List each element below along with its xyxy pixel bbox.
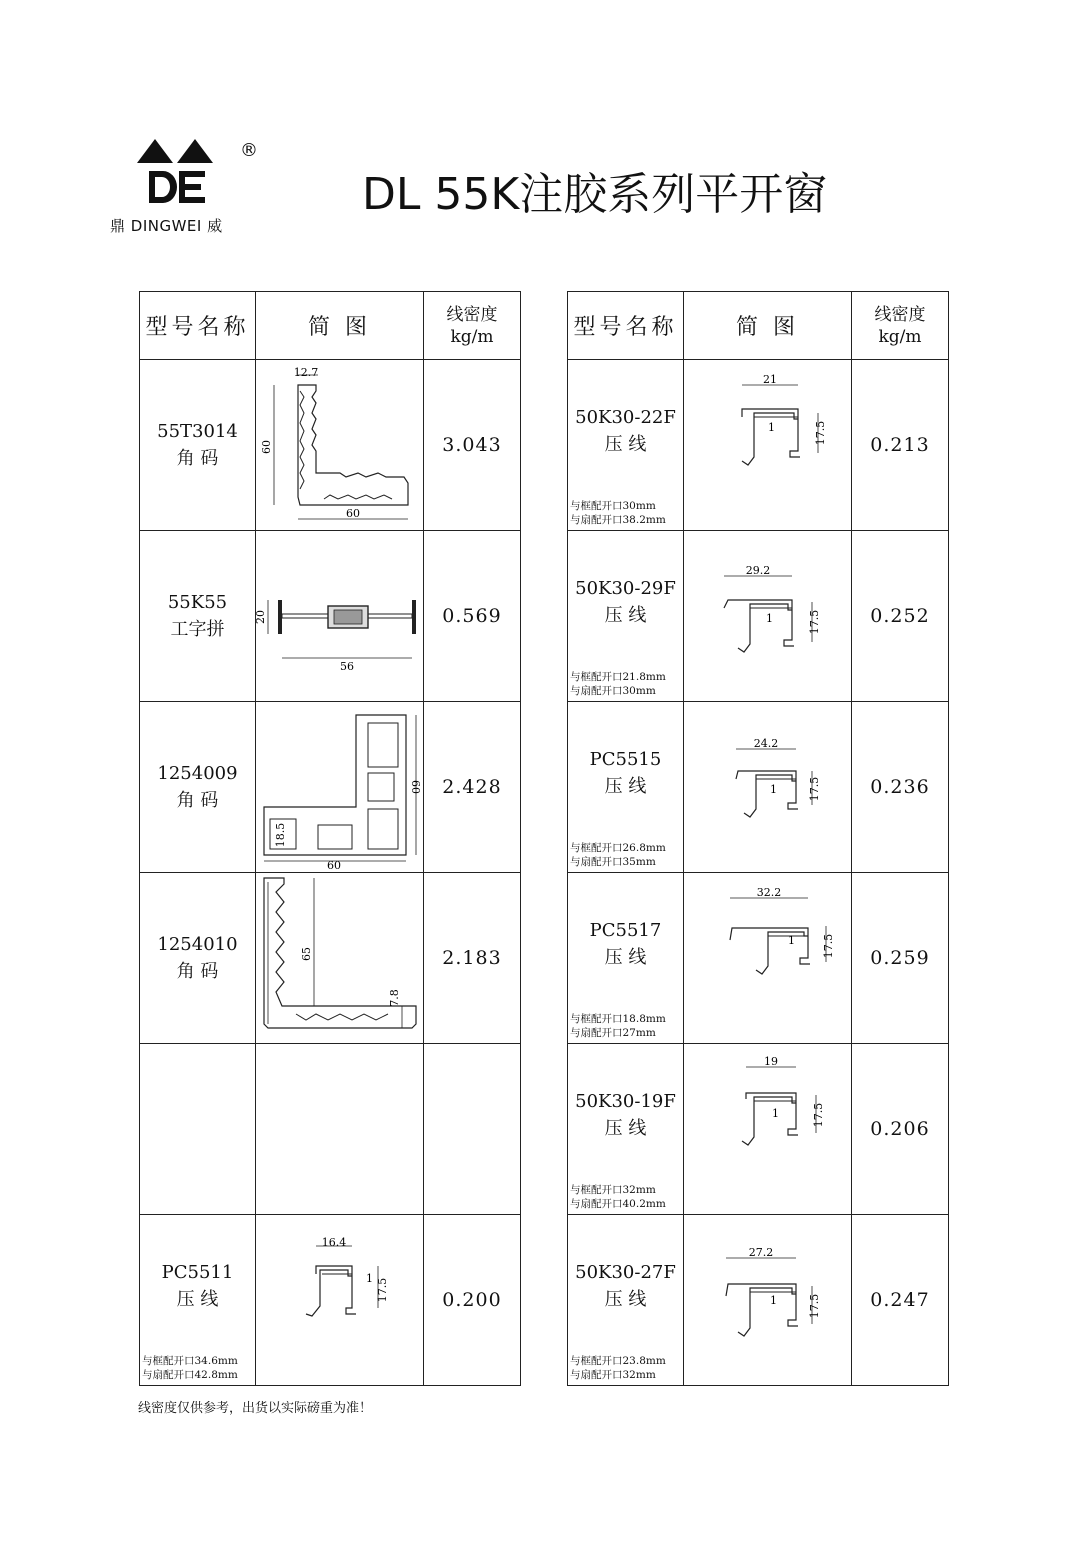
svg-text:19: 19 xyxy=(764,1055,778,1068)
dim-width: 12.7 xyxy=(293,366,319,379)
opening-note: 与框配开口26.8mm 与扇配开口35mm xyxy=(570,842,666,868)
svg-text:21: 21 xyxy=(763,373,777,386)
svg-text:17.5: 17.5 xyxy=(808,609,821,635)
profile-1254010-diagram xyxy=(256,874,424,1042)
model-code: PC5515 xyxy=(589,749,662,771)
model-cell xyxy=(140,531,256,702)
header-diagram: 简 图 xyxy=(684,292,852,360)
weight-cell: 2.428 xyxy=(424,702,521,873)
model-cell xyxy=(140,1044,256,1215)
dim-height: 20 xyxy=(254,610,267,624)
table-header-row xyxy=(140,292,521,360)
weight-cell: 0.206 xyxy=(852,1044,949,1215)
table-row xyxy=(568,702,949,873)
model-cell xyxy=(140,702,256,873)
model-cell xyxy=(568,1044,684,1215)
weight-cell: 0.213 xyxy=(852,360,949,531)
model-code: 55T3014 xyxy=(157,421,238,442)
model-cell xyxy=(568,873,684,1044)
dim-small: 7.8 xyxy=(388,989,401,1007)
opening-note: 与框配开口18.8mm 与扇配开口27mm xyxy=(570,1013,666,1039)
footer-note: 线密度仅供参考，出货以实际磅重为准！ xyxy=(138,1401,373,1416)
profile-PC5517-diagram xyxy=(684,874,852,1042)
svg-text:1: 1 xyxy=(772,1107,779,1120)
weight-cell: 3.043 xyxy=(424,360,521,531)
weight-cell xyxy=(424,1044,521,1215)
model-type: 压 线 xyxy=(176,1289,219,1311)
model-code: PC5511 xyxy=(161,1262,234,1284)
header-density: 线密度 kg/m xyxy=(852,292,949,360)
model-cell xyxy=(568,1215,684,1386)
dim-inner: 18.5 xyxy=(274,822,287,848)
table-row xyxy=(568,1215,949,1386)
svg-text:17.5: 17.5 xyxy=(822,933,835,959)
model-type: 角 码 xyxy=(176,790,219,811)
opening-note: 与框配开口21.8mm 与扇配开口30mm xyxy=(570,671,666,697)
diagram-cell xyxy=(684,531,852,702)
table-row xyxy=(140,360,521,531)
model-code: 1254009 xyxy=(157,763,238,784)
weight-cell: 0.252 xyxy=(852,531,949,702)
model-code: 50K30-19F xyxy=(575,1091,676,1113)
opening-note: 与框配开口23.8mm 与扇配开口32mm xyxy=(570,1355,666,1381)
model-cell xyxy=(568,531,684,702)
page-title: DL 55K注胶系列平开窗 xyxy=(362,169,828,220)
model-type: 压 线 xyxy=(604,434,647,456)
diagram-cell xyxy=(256,1215,424,1386)
svg-text:17.5: 17.5 xyxy=(808,776,821,802)
diagram-cell xyxy=(684,1044,852,1215)
diagram-cell xyxy=(256,360,424,531)
model-type: 压 线 xyxy=(604,1118,647,1140)
profile-PC5515-diagram xyxy=(684,703,852,871)
svg-text:17.5: 17.5 xyxy=(814,420,827,446)
model-type: 角 码 xyxy=(176,448,219,469)
table-row xyxy=(568,531,949,702)
diagram-cell xyxy=(684,873,852,1044)
diagram-cell xyxy=(684,360,852,531)
diagram-cell xyxy=(684,702,852,873)
diagram-cell xyxy=(256,702,424,873)
weight-cell: 0.569 xyxy=(424,531,521,702)
weight-cell: 0.200 xyxy=(424,1215,521,1386)
profile-50K30-19F-diagram xyxy=(684,1045,852,1213)
svg-text:24.2: 24.2 xyxy=(753,737,779,750)
model-cell xyxy=(568,360,684,531)
svg-text:1: 1 xyxy=(766,612,773,625)
table-row xyxy=(140,1215,521,1386)
dim-height: 65 xyxy=(300,947,313,961)
model-type: 压 线 xyxy=(604,605,647,627)
dim-length: 56 xyxy=(340,660,354,673)
dim-height: 17.5 xyxy=(376,1277,389,1303)
dim-height: 60 xyxy=(260,440,273,454)
dim-gap: 1 xyxy=(366,1272,373,1285)
model-code: 50K30-22F xyxy=(575,407,676,429)
model-type: 角 码 xyxy=(176,961,219,982)
model-type: 压 线 xyxy=(604,776,647,798)
table-row xyxy=(140,1044,521,1215)
model-cell xyxy=(140,360,256,531)
model-code: PC5517 xyxy=(589,920,662,942)
model-code: 50K30-27F xyxy=(575,1262,676,1284)
table-row xyxy=(568,1044,949,1215)
model-code: 55K55 xyxy=(167,592,228,613)
table-row xyxy=(140,873,521,1044)
profile-50K30-22F-diagram xyxy=(684,361,852,529)
table-row xyxy=(568,360,949,531)
dim-height: 60 xyxy=(409,780,422,794)
profile-50K30-27F-diagram xyxy=(684,1216,852,1384)
svg-text:1: 1 xyxy=(770,783,777,796)
dim-length: 60 xyxy=(346,507,360,520)
svg-text:27.2: 27.2 xyxy=(748,1246,774,1259)
dim-length: 60 xyxy=(327,859,341,872)
profile-55T3014-diagram xyxy=(256,361,424,529)
weight-cell: 2.183 xyxy=(424,873,521,1044)
weight-cell: 0.236 xyxy=(852,702,949,873)
header-density: 线密度 kg/m xyxy=(424,292,521,360)
svg-text:29.2: 29.2 xyxy=(745,564,771,577)
right-spec-table xyxy=(567,291,949,1386)
diagram-cell xyxy=(256,531,424,702)
weight-cell: 0.247 xyxy=(852,1215,949,1386)
svg-text:1: 1 xyxy=(768,421,775,434)
opening-note: 与框配开口30mm 与扇配开口38.2mm xyxy=(570,500,666,526)
dingwei-logo-icon xyxy=(135,135,215,207)
table-header-row xyxy=(568,292,949,360)
svg-text:1: 1 xyxy=(788,934,795,947)
table-row xyxy=(140,531,521,702)
header-diagram: 简 图 xyxy=(256,292,424,360)
svg-text:1: 1 xyxy=(770,1294,777,1307)
table-row xyxy=(568,873,949,1044)
model-type: 压 线 xyxy=(604,947,647,969)
model-cell xyxy=(568,702,684,873)
profile-55K55-diagram xyxy=(256,532,424,700)
registered-mark: ® xyxy=(240,140,258,161)
model-code: 1254010 xyxy=(157,934,238,955)
left-spec-table xyxy=(139,291,521,1386)
opening-note: 与框配开口32mm 与扇配开口40.2mm xyxy=(570,1184,666,1210)
model-type: 工字拼 xyxy=(170,619,225,640)
diagram-cell xyxy=(256,873,424,1044)
svg-text:32.2: 32.2 xyxy=(756,886,782,899)
model-cell xyxy=(140,873,256,1044)
dim-width: 16.4 xyxy=(321,1236,347,1249)
table-row xyxy=(140,702,521,873)
header-model-name: 型号名称 xyxy=(140,292,256,360)
profile-1254009-diagram xyxy=(256,703,424,871)
diagram-cell xyxy=(684,1215,852,1386)
svg-text:17.5: 17.5 xyxy=(812,1102,825,1128)
diagram-cell xyxy=(256,1044,424,1215)
svg-text:17.5: 17.5 xyxy=(808,1293,821,1319)
profile-50K30-29F-diagram xyxy=(684,532,852,700)
profile-PC5511-diagram xyxy=(256,1216,424,1384)
weight-cell: 0.259 xyxy=(852,873,949,1044)
logo-text: 鼎 DINGWEI 威 xyxy=(110,217,223,235)
opening-note: 与框配开口34.6mm 与扇配开口42.8mm xyxy=(142,1355,238,1381)
brand-logo xyxy=(110,135,260,240)
header-model-name: 型号名称 xyxy=(568,292,684,360)
model-code: 50K30-29F xyxy=(575,578,676,600)
model-cell xyxy=(140,1215,256,1386)
model-type: 压 线 xyxy=(604,1289,647,1311)
